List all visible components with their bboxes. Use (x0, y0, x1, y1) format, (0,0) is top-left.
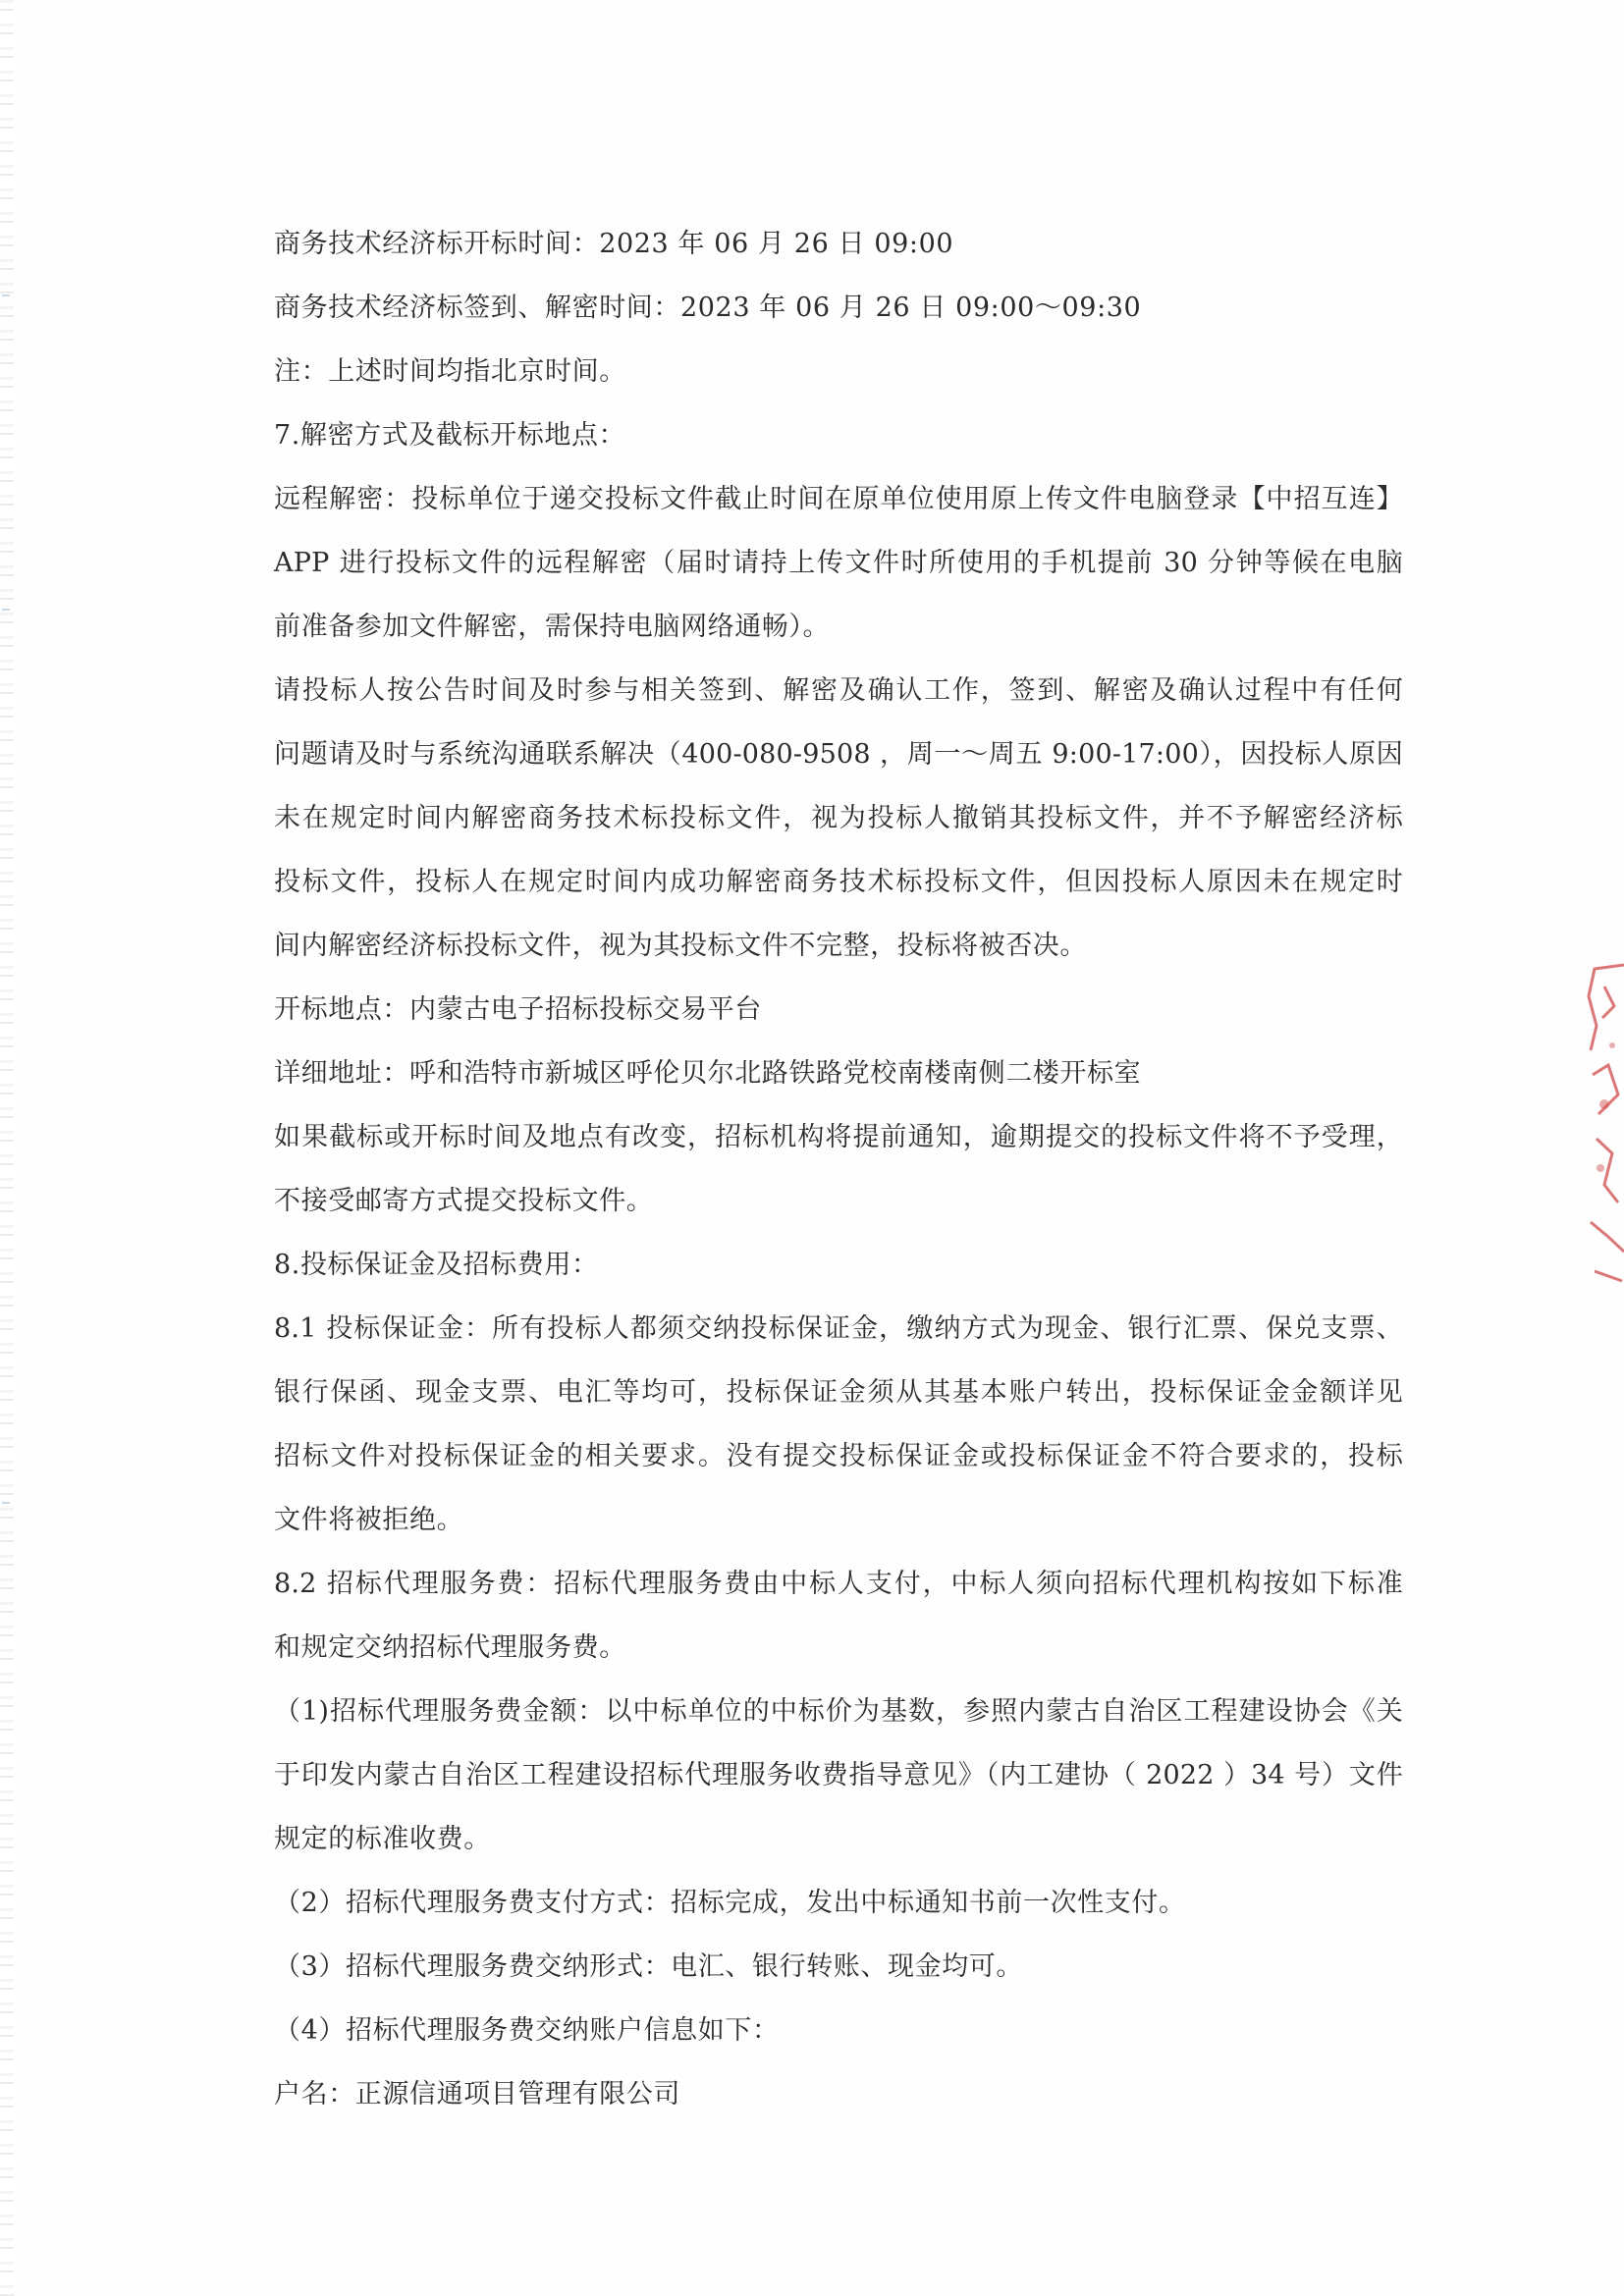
text-line: （4）招标代理服务费交纳账户信息如下： (274, 2015, 780, 2046)
scan-artifact (2, 1502, 10, 1504)
text-line: （1)招标代理服务费金额：以中标单位的中标价为基数，参照内蒙古自治区工程建设协会《关 (274, 1696, 1403, 1727)
text-line: 前准备参加文件解密，需保持电脑网络通畅）。 (274, 612, 831, 642)
text-line: 8.1 投标保证金：所有投标人都须交纳投标保证金，缴纳方式为现金、银行汇票、保兑支票、 (274, 1313, 1403, 1344)
text-line: 投标文件，投标人在规定时间内成功解密商务技术标投标文件，但因投标人原因未在规定时 (274, 867, 1403, 897)
text-line: 8.投标保证金及招标费用： (274, 1250, 599, 1280)
text-line: 详细地址：呼和浩特市新城区呼伦贝尔北路铁路党校南楼南侧二楼开标室 (274, 1058, 1142, 1089)
text-line: 间内解密经济标投标文件，视为其投标文件不完整，投标将被否决。 (274, 931, 1087, 961)
text-line: 商务技术经济标签到、解密时间：2023 年 06 月 26 日 09:00～09:30 (274, 293, 1142, 323)
text-line: APP 进行投标文件的远程解密（届时请持上传文件时所使用的手机提前 30 分钟等候在电脑 (274, 548, 1403, 578)
text-line: 银行保函、现金支票、电汇等均可，投标保证金须从其基本账户转出，投标保证金金额详见 (274, 1377, 1403, 1408)
text-line: 和规定交纳招标代理服务费。 (274, 1632, 626, 1663)
text-line: 户名：正源信通项目管理有限公司 (274, 2079, 680, 2109)
text-line: 于印发内蒙古自治区工程建设招标代理服务收费指导意见》（内工建协（ 2022 ）34 号）文件 (274, 1760, 1403, 1790)
text-line: 商务技术经济标开标时间：2023 年 06 月 26 日 09:00 (274, 229, 954, 259)
scan-edge (0, 0, 14, 2296)
text-line: 问题请及时与系统沟通联系解决（400-080-9508 ，周一～周五 9:00-17:00），因投标人原因 (274, 739, 1403, 770)
text-line: 未在规定时间内解密商务技术标投标文件，视为投标人撤销其投标文件，并不予解密经济标 (274, 803, 1403, 833)
text-line: 如果截标或开标时间及地点有改变，招标机构将提前通知，逾期提交的投标文件将不予受理， (274, 1122, 1403, 1152)
document-body (274, 222, 1403, 2136)
text-line: 7.解密方式及截标开标地点： (274, 420, 626, 451)
scan-artifact (2, 294, 10, 296)
text-line: （3）招标代理服务费交纳形式：电汇、银行转账、现金均可。 (274, 1951, 1023, 1982)
text-line: 文件将被拒绝。 (274, 1505, 464, 1535)
text-line: 规定的标准收费。 (274, 1824, 491, 1854)
text-line: 不接受邮寄方式提交投标文件。 (274, 1186, 654, 1216)
text-line: 招标文件对投标保证金的相关要求。没有提交投标保证金或投标保证金不符合要求的，投标 (274, 1441, 1403, 1471)
text-line: 开标地点：内蒙古电子招标投标交易平台 (274, 994, 762, 1025)
text-line: （2）招标代理服务费支付方式：招标完成，发出中标通知书前一次性支付。 (274, 1888, 1186, 1918)
scan-artifact (2, 609, 10, 611)
text-line: 请投标人按公告时间及时参与相关签到、解密及确认工作，签到、解密及确认过程中有任何 (274, 675, 1403, 706)
text-line: 8.2 招标代理服务费：招标代理服务费由中标人支付，中标人须向招标代理机构按如下标准 (274, 1569, 1403, 1599)
red-seal-fragment (1575, 957, 1624, 1291)
text-line: 远程解密：投标单位于递交投标文件截止时间在原单位使用原上传文件电脑登录【中招互连】 (274, 484, 1403, 514)
text-line: 注：上述时间均指北京时间。 (274, 356, 626, 387)
